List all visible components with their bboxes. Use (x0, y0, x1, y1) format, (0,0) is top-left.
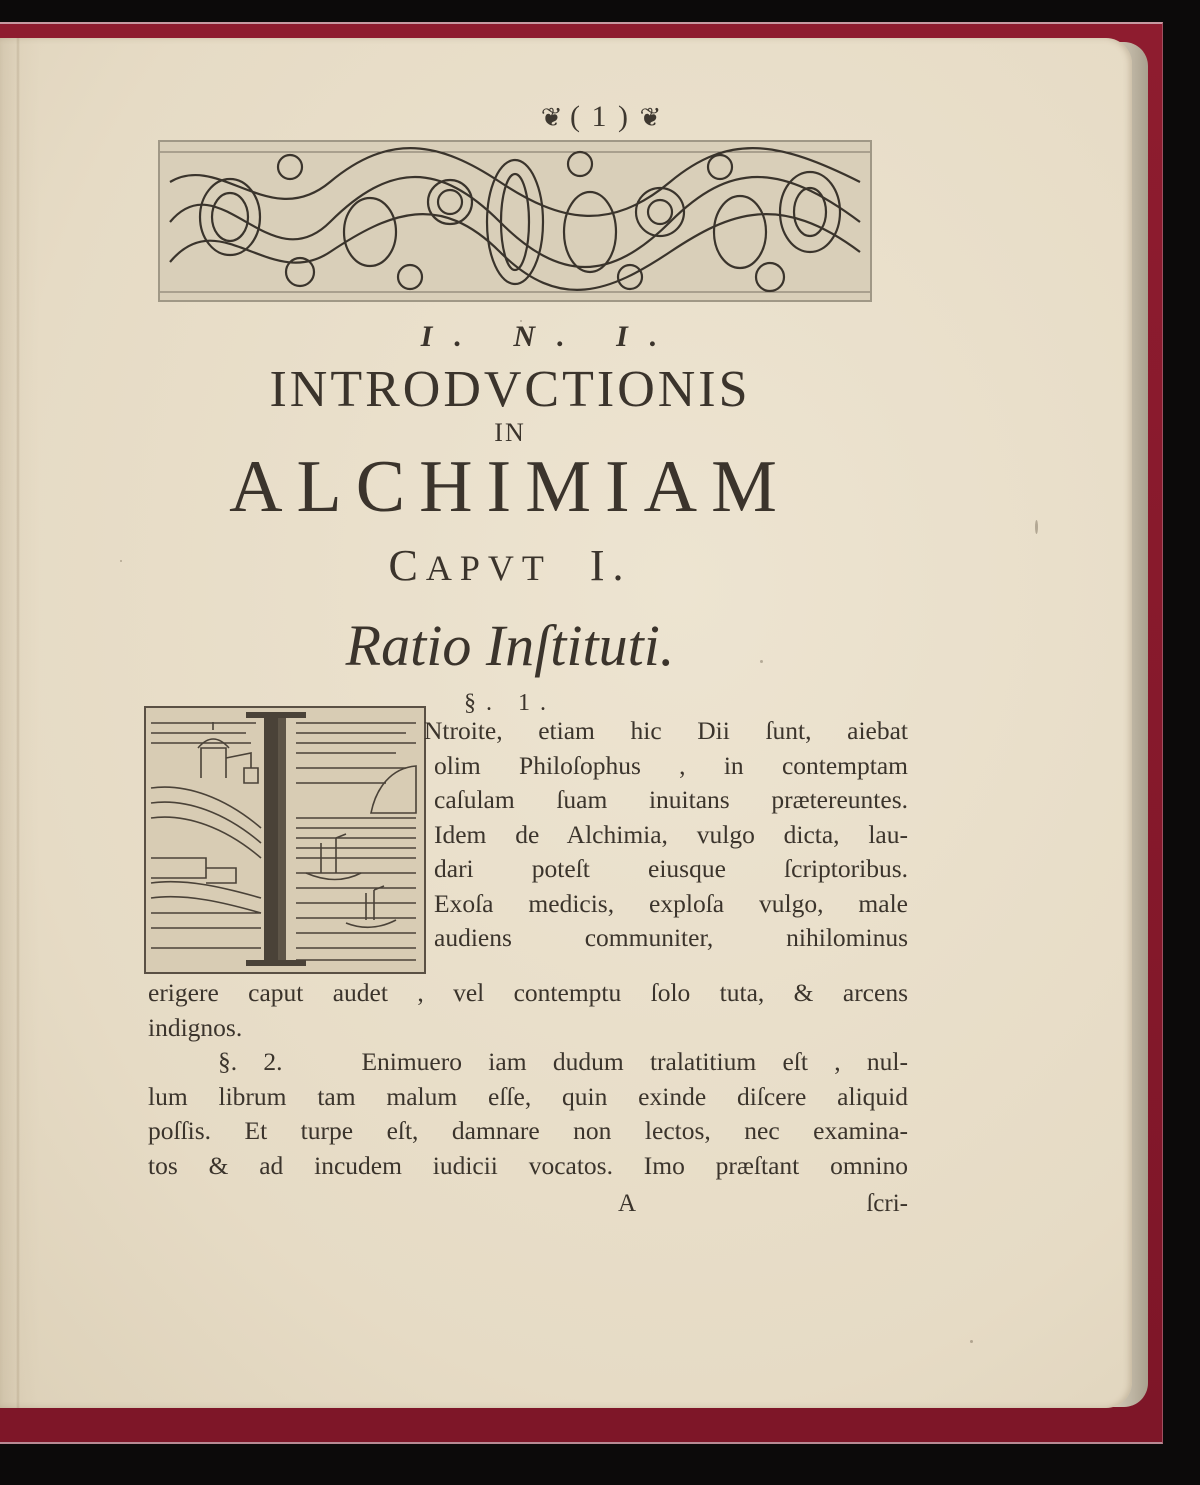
chapter-number: I. (589, 541, 632, 590)
catchword: ſcri- (866, 1190, 908, 1217)
text-line: poſſis. Et turpe eſt, damnare non lectos, nec examina- (148, 1116, 908, 1145)
section-2-marker: §. 2. (218, 1047, 283, 1076)
fleuron-right-icon: ❦ (639, 103, 660, 132)
text-line: olim Philoſophus , in contemptam (434, 750, 908, 780)
chapter-title: Ratio Inſtituti. (345, 613, 675, 678)
text-line: tos & ad incudem iudicii vocatos. Imo præſtant omnino (148, 1150, 908, 1180)
chapter-cap-letter: C (388, 541, 426, 590)
body-text (148, 976, 908, 1183)
text-line: audiens communiter, nihilominus (434, 923, 908, 952)
title-introductionis: INTRODVCTIONIS (269, 361, 751, 418)
section-1-wrapped-text (424, 714, 908, 956)
chapter-word: APVT (425, 548, 552, 588)
page-footer (148, 1190, 908, 1230)
text-line: indignos. (148, 1012, 243, 1042)
woodcut-headpiece (158, 140, 872, 302)
fleuron-left-icon: ❦ (540, 103, 561, 132)
page-number: ( 1 ) (570, 100, 630, 133)
signature-line: I. N. I. (420, 320, 680, 353)
section-2-first-line: §. 2. Enimuero iam dudum tralatitium eſt , nul- (218, 1047, 908, 1076)
text-line: Exoſa medicis, exploſa vulgo, male (434, 888, 908, 918)
title-in: IN (494, 418, 526, 447)
section-1-marker: §. 1. (464, 690, 556, 716)
floral-ornament-icon (160, 142, 870, 300)
historiated-initial (144, 706, 426, 974)
text-line: dari poteſt eiusque ſcriptoribus. (434, 854, 908, 883)
gutter-shadow (16, 38, 20, 1408)
running-head (0, 100, 1200, 134)
text-line: lum librum tam malum eſſe, quin exinde diſcere aliquid (148, 1081, 908, 1111)
text-line: Ntroite, etiam hic Dii ſunt, aiebat (424, 716, 908, 745)
signature-mark: A (618, 1190, 637, 1217)
title-alchimiam: ALCHIMIAM (229, 446, 791, 528)
text-line: caſulam ſuam inuitans prætereuntes. (434, 785, 908, 814)
woodcut-initial-i-icon (146, 708, 424, 972)
text-line: erigere caput audet , vel contemptu ſolo tuta, & arcens (148, 978, 908, 1007)
chapter-heading (0, 540, 1030, 591)
text-line: Idem de Alchimia, vulgo dicta, lau- (434, 819, 908, 849)
